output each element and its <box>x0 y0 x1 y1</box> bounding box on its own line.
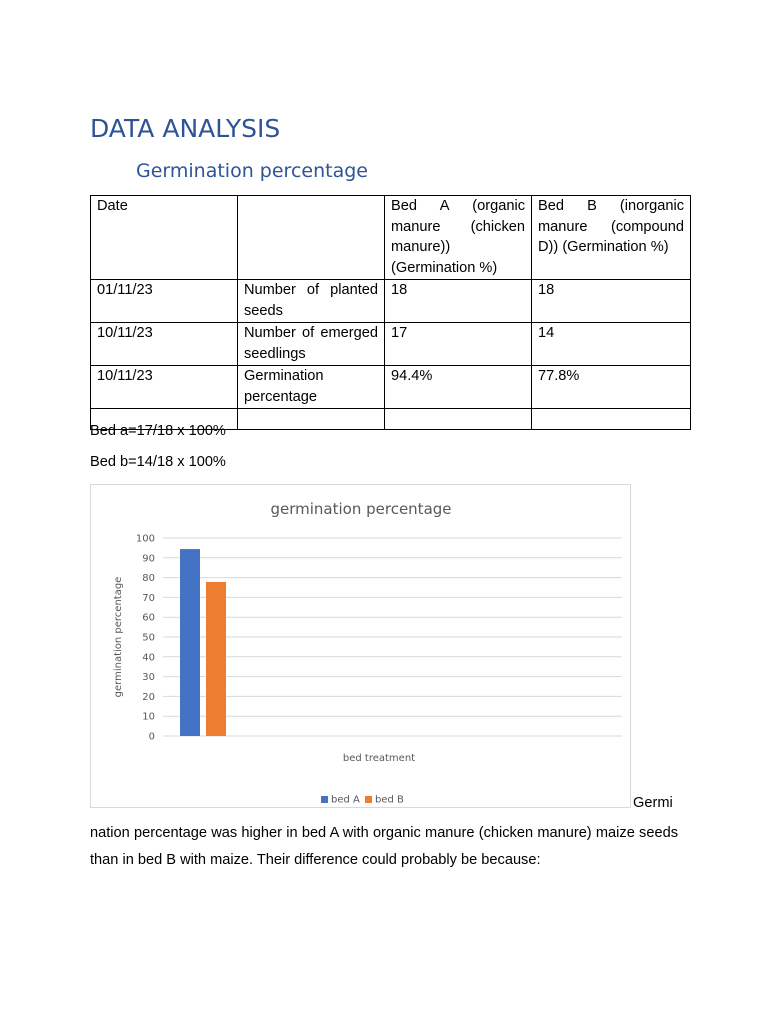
table-cell: 18 <box>532 280 691 323</box>
table-cell <box>238 409 385 430</box>
header-cell-measure <box>238 196 385 280</box>
chart-x-axis-label: bed treatment <box>342 753 416 764</box>
table-row <box>91 280 691 323</box>
legend-label: bed A <box>331 794 360 806</box>
chart-title: germination percentage <box>270 500 452 518</box>
header-cell-bed-b: Bed B (inorganic manure (compound D)) (Germination %) <box>532 196 691 280</box>
y-tick-label: 60 <box>142 612 155 624</box>
page-title: DATA ANALYSIS <box>90 114 281 143</box>
chart-gridlines <box>163 538 622 736</box>
chart-legend <box>321 795 404 806</box>
table-cell <box>385 409 532 430</box>
y-tick-label: 10 <box>142 711 155 723</box>
legend-swatch <box>321 796 328 803</box>
germination-chart <box>90 484 631 808</box>
bar-bed-a <box>180 549 200 736</box>
legend-swatch <box>365 796 372 803</box>
y-tick-label: 20 <box>142 691 155 703</box>
table-cell: 10/11/23 <box>91 366 238 409</box>
header-cell-date: Date <box>91 196 238 280</box>
y-tick-label: 0 <box>148 731 155 743</box>
germination-table <box>90 195 691 430</box>
table-cell: 14 <box>532 323 691 366</box>
table-cell: Number of planted seeds <box>238 280 385 323</box>
legend-label: bed B <box>375 794 404 806</box>
section-heading: Germination percentage <box>136 160 368 182</box>
table-cell: 10/11/23 <box>91 323 238 366</box>
y-tick-label: 40 <box>142 652 155 664</box>
body-paragraph: nation percentage was higher in bed A with organic manure (chicken manure) maize seeds than in bed B with maize. Their difference could probably be because: <box>90 825 678 868</box>
table-cell: 17 <box>385 323 532 366</box>
header-cell-bed-a: Bed A (organic manure (chicken manure)) (Germination %) <box>385 196 532 280</box>
y-tick-label: 50 <box>142 632 155 644</box>
calculation-bed-a: Bed a=17/18 x 100% <box>90 423 226 439</box>
bar-bed-b <box>206 582 226 736</box>
y-tick-label: 80 <box>142 573 155 585</box>
y-tick-label: 30 <box>142 672 155 684</box>
y-tick-label: 90 <box>142 553 155 565</box>
chart-y-axis-label: germination percentage <box>113 576 124 698</box>
table-cell: 01/11/23 <box>91 280 238 323</box>
calculation-bed-b: Bed b=14/18 x 100% <box>90 454 226 470</box>
paragraph-start: Germi <box>633 795 673 811</box>
table-cell: 18 <box>385 280 532 323</box>
chart-y-ticks <box>136 534 155 743</box>
y-tick-label: 100 <box>135 533 155 545</box>
table-cell: Number of emerged seedlings <box>238 323 385 366</box>
chart-canvas <box>91 485 632 809</box>
table-row <box>91 323 691 366</box>
table-cell: 94.4% <box>385 366 532 409</box>
y-tick-label: 70 <box>142 592 155 604</box>
table-row <box>91 366 691 409</box>
table-cell <box>532 409 691 430</box>
table-cell: 77.8% <box>532 366 691 409</box>
table-header-row <box>91 196 691 280</box>
table-cell: Germination percentage <box>238 366 385 409</box>
